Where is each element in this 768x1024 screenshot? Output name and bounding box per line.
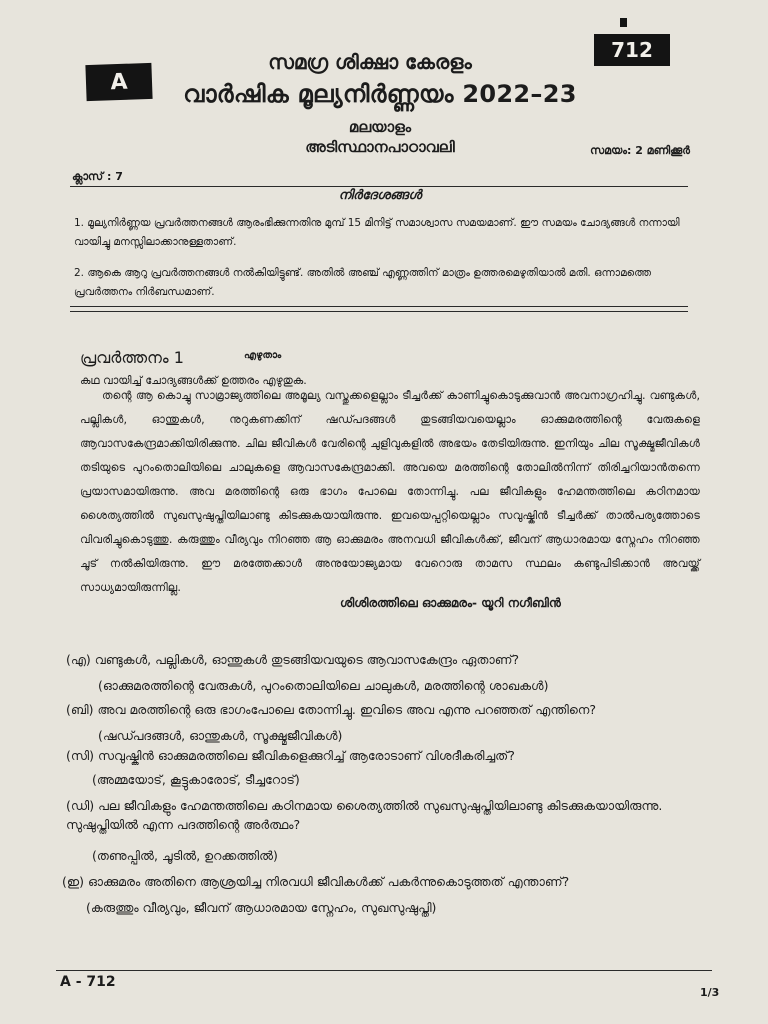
question-text: വണ്ടുകൾ, പല്ലികൾ, ഓന്തുകൾ തുടങ്ങിയവയുടെ ആവാസകേന്ദ്രം ഏതാണ്? (94, 652, 520, 667)
instruction-1: 1. മൂല്യനിർണ്ണയ പ്രവർത്തനങ്ങൾ ആരംഭിക്കുന്നതിനു മുമ്പ് 15 മിനിട്ട് സമാശ്വാസ സമയമാണ്. ഈ സമയം ചോദ്യങ്ങൾ നന്നായി വായിച്ചു മനസ്സിലാക്കാനുള്ളതാണ്. (74, 217, 680, 248)
question-c-options: (അമ്മയോട്, കൂട്ടുകാരോട്, ടീച്ചറോട്) (92, 772, 300, 787)
instruction-2: 2. ആകെ ആറു പ്രവർത്തനങ്ങൾ നൽകിയിട്ടുണ്ട്. അതിൽ അഞ്ച് എണ്ണത്തിന് മാത്രം ഉത്തരമെഴുതിയാൽ മതി. ഒന്നാമത്തെ പ്രവർത്തനം നിർബന്ധമാണ്. (74, 267, 652, 298)
footer-paper-code: A - 712 (60, 974, 116, 990)
question-text: സവുഷ്കിൻ ഓക്കുമരത്തിലെ ജീവികളെക്കുറിച്ച് ആരോടാണ് വിശദീകരിച്ചത്? (97, 748, 515, 763)
question-e (62, 872, 712, 891)
question-label: (ഡി) (66, 798, 95, 813)
question-label: (സി) (66, 748, 94, 763)
page-number: 1/3 (700, 986, 720, 999)
story-passage: തന്റെ ആ കൊച്ചു സാമ്രാജ്യത്തിലെ അമൂല്യ വസ്തുക്കളെല്ലാം ടീച്ചർക്ക് കാണിച്ചുകൊടുക്കുവാൻ അവനാഗ്രഹിച്ചു. വണ്ടുകൾ, പല്ലികൾ, ഓന്തുകൾ, നുറുകണക്കിന് ഷഡ്പദങ്ങൾ തുടങ്ങിയവയെല്ലാം ഓക്കുമരത്തിന്റെ വേരുകളെ ആവാസകേന്ദ്രമാക്കിയിരിക്കുന്നു. ചില ജീവികൾ വേരിന്റെ ചുളിവുകളിൽ അഭയം തേടിയിരുന്നു. ഇനിയും ചില സൂക്ഷ്മജീവികൾ തടിയുടെ പുറംതൊലിയിലെ ചാലുകളെ ആവാസകേന്ദ്രമാക്കി. അവയെ മരത്തിന്റെ തോലിൽനിന്ന് തിരിച്ചറിയാൻതന്നെ പ്രയാസമായിരുന്നു. അവ മരത്തിന്റെ ഒരു ഭാഗം പോലെ തോന്നിച്ചു. പല ജീവികളും ഹേമന്തത്തിലെ കഠിനമായ ശൈത്യത്തിൽ സുഖസുഷുപ്തിയിലാണ്ടു കിടക്കുകയായിരുന്നു. ഇവയെപ്പറ്റിയെല്ലാം സവുഷ്കിൻ ടീച്ചർക്ക് താൽപര്യത്തോടെ വിവരിച്ചുകൊടുത്തു. കരുത്തും വീര്യവും നിറഞ്ഞ ആ ഓക്കുമരം അനവധി ജീവികൾക്ക്, ജീവന് ആധാരമായ സ്നേഹം നിറഞ്ഞ ചൂട് നൽകിയിരുന്നു. ഈ മരത്തേക്കാൾ അനുയോജ്യമായ വേറൊരു താമസ സ്ഥലം കണ്ടുപിടിക്കാൻ അവയ്ക്ക് സാധ്യമായിരുന്നില്ല. (80, 389, 700, 594)
subject: മലയാളം (348, 118, 412, 136)
exam-title: വാർഷിക മൂല്യനിർണ്ണയം 2022–23 (183, 80, 577, 108)
question-b-options: (ഷഡ്പദങ്ങൾ, ഓന്തുകൾ, സൂക്ഷ്മജീവികൾ) (98, 728, 343, 743)
header-divider (70, 186, 688, 187)
question-a (66, 650, 716, 669)
corner-mark (620, 18, 627, 27)
question-d (66, 796, 716, 834)
paper-code: 712 (594, 34, 670, 66)
question-b (66, 700, 716, 719)
footer-divider (56, 970, 712, 971)
question-a-options: (ഓക്കുമരത്തിന്റെ വേരുകൾ, പുറംതൊലിയിലെ ചാലുകൾ, മരത്തിന്റെ ശാഖകൾ) (98, 678, 549, 693)
question-label: (ബി) (66, 702, 94, 717)
question-label: (ഇ) (62, 874, 85, 889)
question-e-options: (കരുത്തും വീര്യവും, ജീവന് ആധാരമായ സ്നേഹം, സുഖസുഷുപ്തി) (86, 900, 437, 915)
task-title: പ്രവർത്തനം 1 (80, 348, 184, 367)
set-label: A (85, 63, 152, 101)
question-text: അവ മരത്തിന്റെ ഒരു ഭാഗംപോലെ തോന്നിച്ചു. ഇവിടെ അവ എന്നു പറഞ്ഞത് എന്തിനെ? (97, 702, 597, 717)
time-allowed: സമയം: 2 മണിക്കൂർ (590, 144, 690, 157)
organization-name: സമഗ്ര ശിക്ഷാ കേരളം (268, 50, 472, 74)
instructions-divider-1 (70, 306, 688, 307)
question-text: ഓക്കുമരം അതിനെ ആശ്രയിച്ച നിരവധി ജീവികൾക്ക് പകർന്നുകൊടുത്തത് എന്താണ്? (88, 874, 570, 889)
paper-type: അടിസ്ഥാനപാഠാവലി (305, 138, 455, 156)
instructions-divider-2 (70, 311, 688, 312)
question-text: പല ജീവികളും ഹേമന്തത്തിലെ കഠിനമായ ശൈത്യത്തിൽ സുഖസുഷുപ്തിയിലാണ്ടു കിടക്കുകയായിരുന്നു. സുഷുപ്തിയിൽ എന്ന പദത്തിന്റെ അർത്ഥം? (66, 798, 663, 832)
question-c (66, 746, 716, 765)
story-attribution: ശിശിരത്തിലെ ഓക്കുമരം- യൂറി നഗീബിൻ (340, 596, 561, 610)
question-label: (എ) (66, 652, 91, 667)
task-subtitle: കഥ വായിച്ച് ചോദ്യങ്ങൾക്ക് ഉത്തരം എഴുതുക. (80, 374, 307, 387)
class-label: ക്ലാസ് : 7 (72, 170, 123, 183)
task-type: എഴുതാം (244, 350, 282, 361)
question-d-options: (തണുപ്പിൽ, ചൂടിൽ, ഉറക്കത്തിൽ) (92, 848, 278, 863)
instructions-title: നിർദേശങ്ങൾ (338, 188, 422, 203)
